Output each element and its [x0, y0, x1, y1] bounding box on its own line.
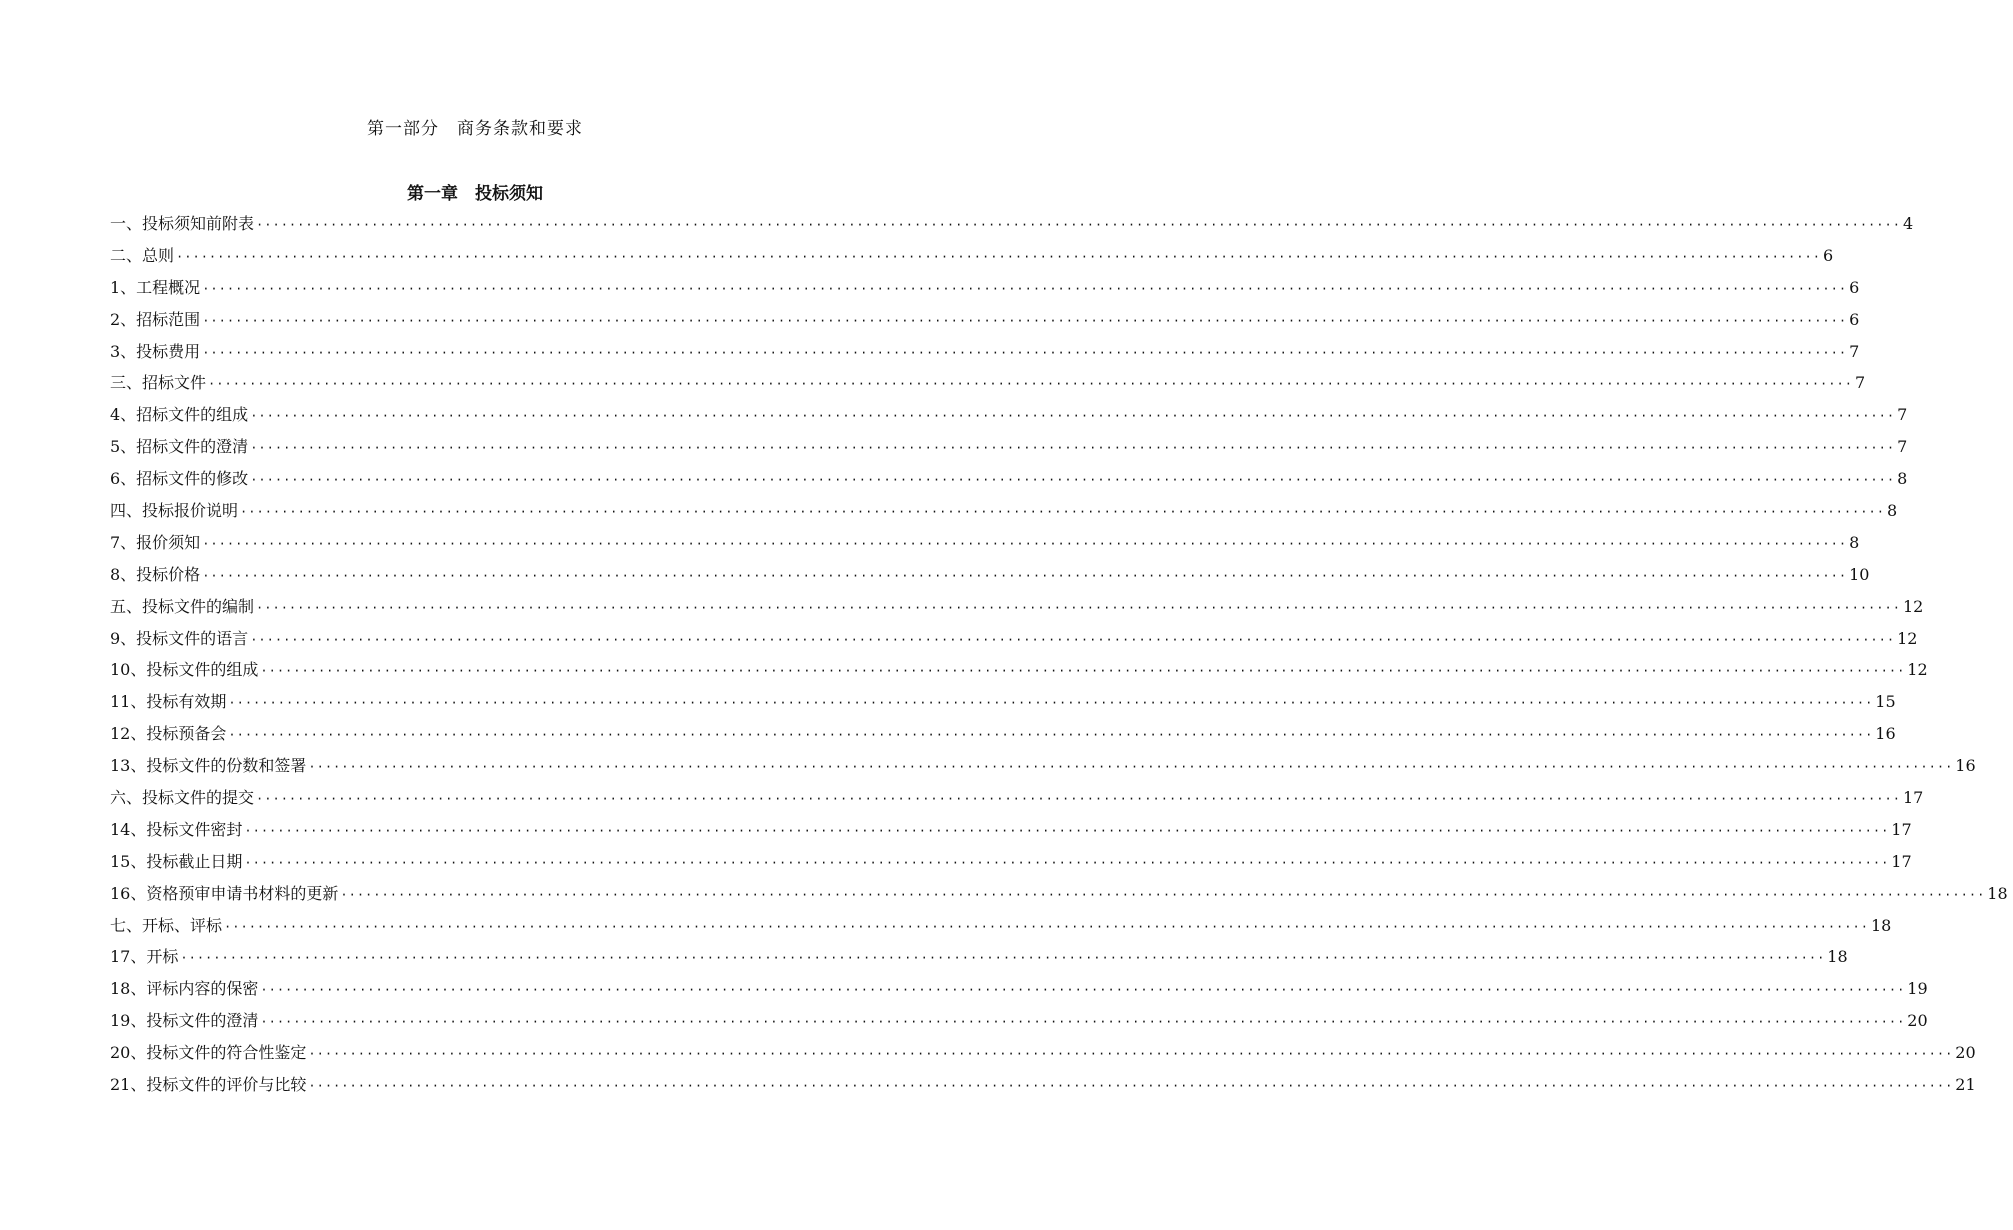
toc-entry[interactable]	[110, 240, 1834, 272]
toc-entry[interactable]	[110, 941, 1848, 973]
toc-entry-page-number: 10	[1849, 564, 1870, 584]
toc-entry-page-number: 19	[1907, 979, 1928, 999]
toc-leader-dots: ········································································································································································································	[176, 249, 1821, 264]
toc-entry-label: 18、评标内容的保密	[110, 979, 259, 999]
toc-entry-page-number: 7	[1897, 405, 1908, 425]
toc-entry[interactable]	[110, 463, 1908, 495]
toc-leader-dots: ········································································································································································································	[202, 568, 1848, 583]
toc-entry[interactable]	[110, 1005, 1928, 1037]
toc-entry-page-number: 21	[1955, 1075, 1976, 1095]
toc-entry[interactable]	[110, 623, 1918, 655]
toc-entry-page-number: 6	[1822, 245, 1834, 265]
toc-entry-page-number: 16	[1875, 724, 1896, 744]
toc-entry-page-number: 18	[1987, 883, 2008, 903]
toc-entry-page-number: 8	[1886, 501, 1898, 521]
toc-entry[interactable]	[110, 782, 1924, 814]
toc-leader-dots: ········································································································································································································	[340, 887, 1986, 902]
toc-entry-label: 8、投标价格	[110, 564, 201, 584]
toc-entry-label: 二、总则	[110, 245, 175, 265]
toc-entry-label: 9、投标文件的语言	[110, 628, 249, 648]
toc-entry-label: 10、投标文件的组成	[110, 660, 259, 680]
part-title: 第一部分 商务条款和要求	[367, 119, 583, 139]
toc-leader-dots: ········································································································································································································	[308, 760, 1954, 775]
toc-entry-label: 13、投标文件的份数和签署	[110, 756, 307, 776]
toc-entry-page-number: 4	[1902, 214, 1914, 233]
toc-entry[interactable]	[110, 1069, 1976, 1101]
toc-leader-dots: ········································································································································································································	[260, 983, 1906, 998]
toc-entry[interactable]	[110, 910, 1892, 942]
toc-leader-dots: ········································································································································································································	[224, 919, 1869, 934]
table-of-contents	[110, 208, 2008, 1101]
toc-entry-label: 21、投标文件的评价与比较	[110, 1075, 307, 1095]
toc-leader-dots: ········································································································································································································	[240, 505, 1885, 520]
toc-leader-dots: ········································································································································································································	[250, 409, 1896, 424]
toc-entry-label: 16、资格预审申请书材料的更新	[110, 883, 339, 903]
toc-entry-page-number: 17	[1891, 851, 1912, 871]
toc-leader-dots: ········································································································································································································	[208, 377, 1853, 392]
toc-entry[interactable]	[110, 559, 1870, 591]
toc-entry-page-number: 17	[1902, 788, 1924, 808]
toc-leader-dots: ········································································································································································································	[244, 823, 1890, 838]
toc-leader-dots: ········································································································································································································	[260, 1015, 1906, 1030]
toc-leader-dots: ········································································································································································································	[250, 473, 1896, 488]
toc-leader-dots: ········································································································································································································	[250, 632, 1896, 647]
toc-entry[interactable]	[110, 336, 1860, 368]
toc-leader-dots: ········································································································································································································	[260, 664, 1906, 679]
toc-entry-label: 三、招标文件	[110, 373, 207, 393]
toc-entry-label: 17、开标	[110, 947, 179, 967]
toc-entry[interactable]	[110, 399, 1908, 431]
toc-leader-dots: ········································································································································································································	[228, 696, 1874, 711]
toc-entry-label: 4、招标文件的组成	[110, 405, 249, 425]
toc-entry-page-number: 17	[1891, 819, 1912, 839]
toc-leader-dots: ········································································································································································································	[180, 951, 1826, 966]
toc-entry[interactable]	[110, 846, 1912, 878]
toc-leader-dots: ········································································································································································································	[244, 855, 1890, 870]
toc-entry[interactable]	[110, 591, 1924, 623]
toc-leader-dots: ········································································································································································································	[250, 441, 1896, 456]
toc-entry-label: 5、招标文件的澄清	[110, 437, 249, 457]
toc-leader-dots: ········································································································································································································	[202, 345, 1848, 360]
toc-entry-label: 2、招标范围	[110, 309, 201, 329]
toc-entry[interactable]	[110, 654, 1928, 686]
toc-leader-dots: ········································································································································································································	[308, 1079, 1954, 1094]
toc-entry-label: 六、投标文件的提交	[110, 788, 255, 808]
toc-entry-page-number: 20	[1907, 1011, 1928, 1031]
toc-entry[interactable]	[110, 272, 1860, 304]
toc-entry-page-number: 15	[1875, 692, 1896, 712]
toc-leader-dots: ········································································································································································································	[202, 536, 1848, 551]
toc-entry-label: 19、投标文件的澄清	[110, 1011, 259, 1031]
toc-entry[interactable]	[110, 304, 1860, 336]
toc-entry-label: 6、招标文件的修改	[110, 469, 249, 489]
toc-entry[interactable]	[110, 718, 1896, 750]
toc-entry-page-number: 8	[1849, 532, 1860, 552]
toc-entry-label: 12、投标预备会	[110, 724, 227, 744]
toc-entry-label: 五、投标文件的编制	[110, 596, 255, 616]
toc-entry-page-number: 7	[1897, 437, 1908, 457]
toc-entry-page-number: 12	[1902, 596, 1924, 616]
toc-entry[interactable]	[110, 527, 1860, 559]
toc-entry[interactable]	[110, 495, 1898, 527]
toc-entry-label: 11、投标有效期	[110, 692, 227, 712]
toc-entry-page-number: 7	[1854, 373, 1866, 393]
toc-entry-page-number: 20	[1955, 1043, 1976, 1063]
toc-entry-label: 7、报价须知	[110, 532, 201, 552]
toc-entry[interactable]	[110, 1037, 1976, 1069]
toc-leader-dots: ········································································································································································································	[202, 281, 1848, 296]
toc-entry[interactable]	[110, 686, 1896, 718]
toc-leader-dots: ········································································································································································································	[256, 792, 1901, 807]
toc-leader-dots: ········································································································································································································	[256, 600, 1901, 615]
toc-entry-label: 14、投标文件密封	[110, 819, 243, 839]
toc-entry-label: 1、工程概况	[110, 277, 201, 297]
toc-entry[interactable]	[110, 973, 1928, 1005]
chapter-title: 第一章 投标须知	[407, 184, 543, 204]
toc-entry-label: 3、投标费用	[110, 341, 201, 361]
toc-entry-page-number: 7	[1849, 341, 1860, 361]
toc-entry[interactable]	[110, 431, 1908, 463]
toc-entry[interactable]	[110, 750, 1976, 782]
toc-entry-page-number: 18	[1827, 947, 1848, 967]
toc-leader-dots: ········································································································································································································	[202, 313, 1848, 328]
toc-entry-label: 15、投标截止日期	[110, 851, 243, 871]
toc-entry-page-number: 12	[1907, 660, 1928, 680]
toc-leader-dots: ········································································································································································································	[308, 1047, 1954, 1062]
toc-entry-label: 一、投标须知前附表	[110, 214, 255, 233]
toc-entry-page-number: 12	[1897, 628, 1918, 648]
toc-leader-dots: ········································································································································································································	[256, 218, 1901, 232]
toc-entry-page-number: 6	[1849, 277, 1860, 297]
toc-entry-label: 四、投标报价说明	[110, 501, 239, 521]
toc-entry-label: 七、开标、评标	[110, 915, 223, 935]
toc-entry[interactable]	[110, 208, 1914, 240]
toc-entry[interactable]	[110, 367, 1866, 399]
toc-entry-page-number: 6	[1849, 309, 1860, 329]
toc-entry[interactable]	[110, 814, 1912, 846]
toc-entry[interactable]	[110, 878, 2008, 910]
toc-entry-page-number: 18	[1870, 915, 1892, 935]
toc-entry-page-number: 16	[1955, 756, 1976, 776]
toc-entry-label: 20、投标文件的符合性鉴定	[110, 1043, 307, 1063]
toc-leader-dots: ········································································································································································································	[228, 728, 1874, 743]
toc-entry-page-number: 8	[1897, 469, 1908, 489]
